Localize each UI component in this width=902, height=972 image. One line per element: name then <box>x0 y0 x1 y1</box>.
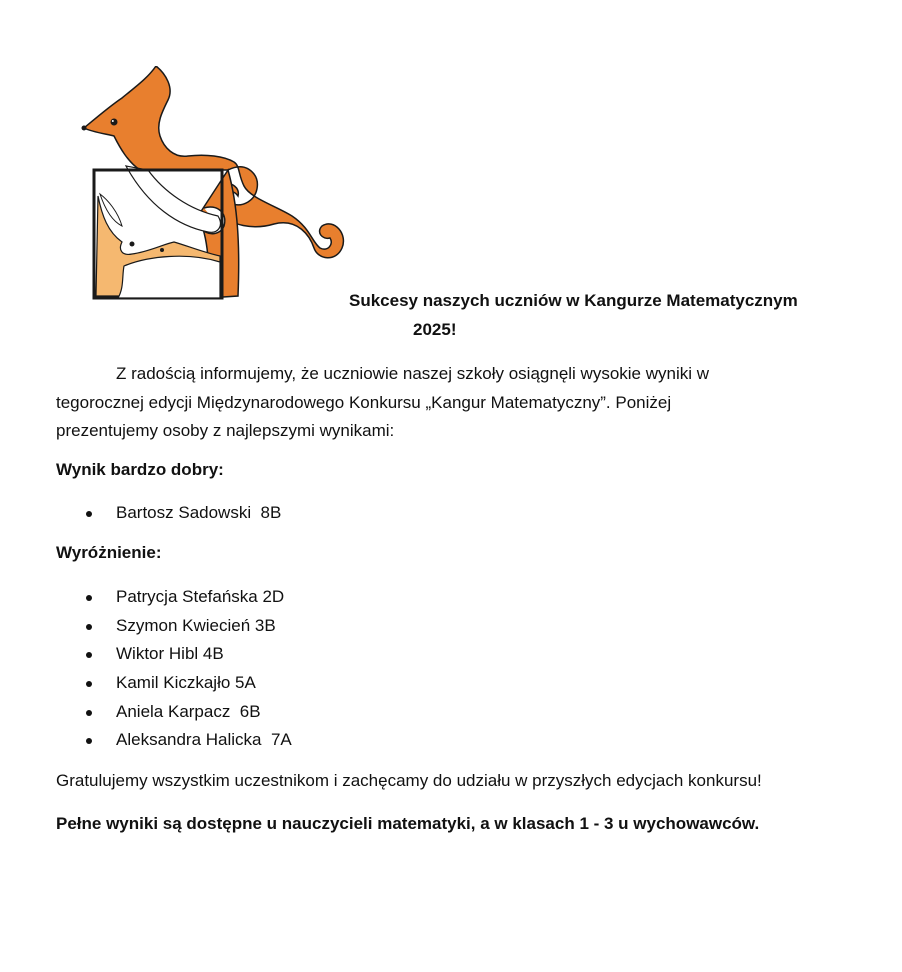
intro-line: Z radością informujemy, że uczniowie naszej szkoły osiągnęli wysokie wyniki w <box>116 364 710 383</box>
list-item: Bartosz Sadowski 8B <box>56 499 281 528</box>
intro-line: prezentujemy osoby z najlepszymi wynikami: <box>56 421 395 440</box>
kangaroo-logo-icon <box>78 66 348 302</box>
list-item: Aniela Karpacz 6B <box>56 698 292 727</box>
list-item: Patrycja Stefańska 2D <box>56 583 292 612</box>
bullet-icon <box>86 624 92 630</box>
very-good-list <box>56 499 281 528</box>
section-heading-very-good: Wynik bardzo dobry: <box>56 460 224 479</box>
intro-line: tegorocznej edycji Międzynarodowego Konkursu „Kangur Matematyczny”. Poniżej <box>56 392 672 412</box>
page-title-year: 2025! <box>413 320 457 339</box>
small-kangaroo-eye <box>130 242 135 247</box>
section-heading-distinction: Wyróżnienie: <box>56 543 162 562</box>
bullet-icon <box>86 652 92 658</box>
big-kangaroo-eye <box>111 119 118 126</box>
results-footnote: Pełne wyniki są dostępne u nauczycieli matematyki, a w klasach 1 - 3 u wychowawców. <box>56 814 760 833</box>
big-kangaroo-nose <box>82 126 87 131</box>
distinction-list <box>56 583 292 755</box>
bullet-icon <box>86 681 92 687</box>
list-item: Wiktor Hibl 4B <box>56 640 292 669</box>
list-item: Aleksandra Halicka 7A <box>56 726 292 755</box>
white-belly <box>126 166 220 232</box>
page-title: Sukcesy naszych uczniów w Kangurze Matematycznym <box>349 291 798 310</box>
bullet-icon <box>86 710 92 716</box>
list-item: Kamil Kiczkajło 5A <box>56 669 292 698</box>
bullet-icon <box>86 595 92 601</box>
list-item: Szymon Kwiecień 3B <box>56 612 292 641</box>
bullet-icon <box>86 738 92 744</box>
closing-text: Gratulujemy wszystkim uczestnikom i zachęcamy do udziału w przyszłych edycjach konkursu! <box>56 771 762 790</box>
intro-paragraph <box>56 360 836 446</box>
bullet-icon <box>86 511 92 517</box>
inner-white-sweep <box>118 256 220 298</box>
